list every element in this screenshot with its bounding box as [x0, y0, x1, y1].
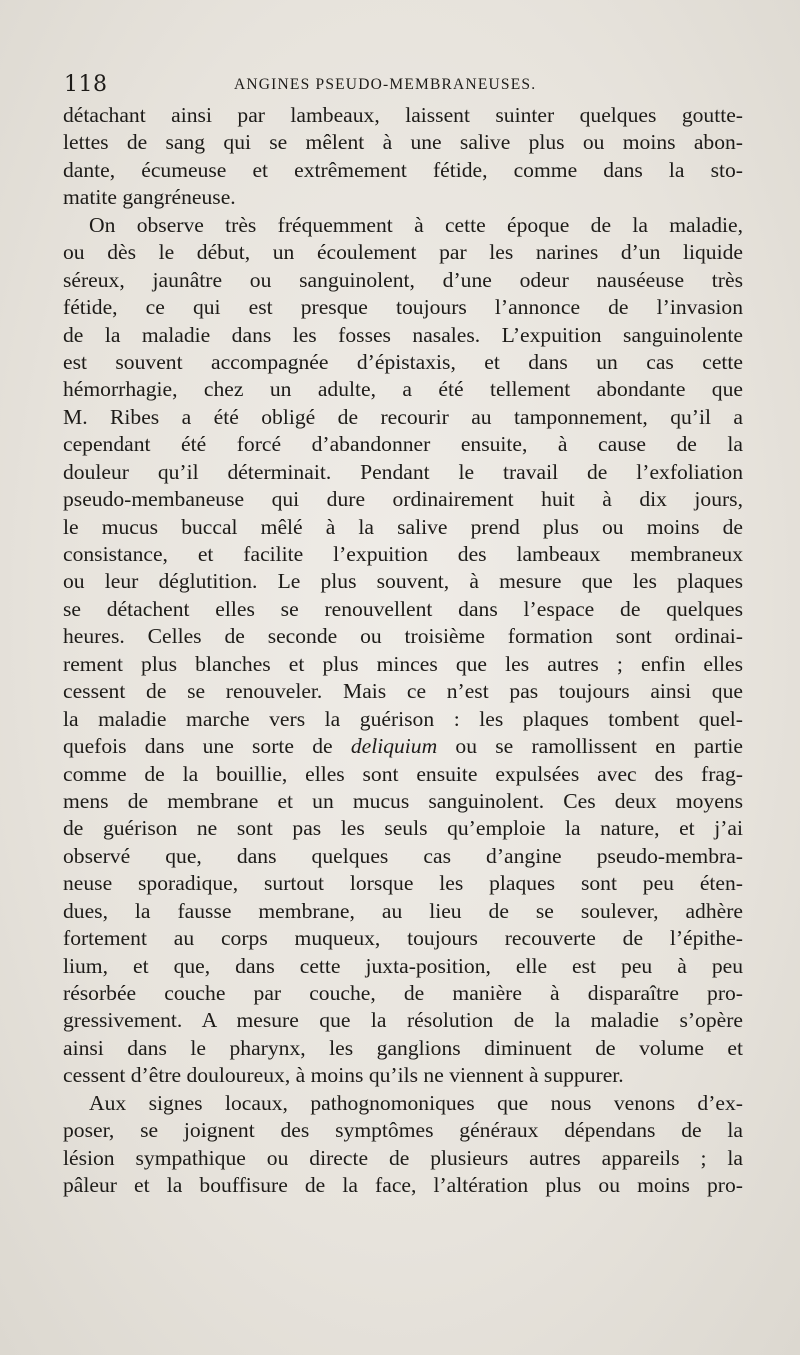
text-line: rement plus blanches et plus minces que les autres ; enfin elles — [63, 651, 743, 676]
body-text — [63, 102, 743, 1200]
italic-term: deliquium — [350, 734, 438, 759]
text-line: pseudo-membaneuse qui dure ordinairement huit à dix jours, — [63, 487, 743, 512]
text-line: Aux signes locaux, pathognomoniques que nous venons d’ex- — [89, 1090, 743, 1115]
text-line: quefois dans une sorte de deliquium ou se ramollissent en partie — [63, 734, 743, 759]
text-line: mens de membrane et un mucus sanguinolent. Ces deux moyens — [63, 788, 743, 813]
text-line: lettes de sang qui se mêlent à une salive plus ou moins abon- — [63, 130, 743, 155]
text-line: M. Ribes a été obligé de recourir au tamponnement, qu’il a — [63, 404, 743, 429]
text-line: se détachent elles se renouvellent dans l’espace de quelques — [63, 596, 743, 621]
paragraph — [63, 102, 743, 212]
running-head: ANGINES PSEUDO-MEMBRANEUSES. — [234, 76, 537, 93]
text-line: hémorrhagie, chez un adulte, a été tellement abondante que — [63, 377, 743, 402]
text-line: séreux, jaunâtre ou sanguinolent, d’une odeur nauséeuse très — [63, 267, 743, 292]
text-line: poser, se joignent des symptômes généraux dépendans de la — [63, 1118, 743, 1143]
text-line: cessent d’être douloureux, à moins qu’ils ne viennent à suppurer. — [63, 1063, 624, 1088]
text-line: cependant été forcé d’abandonner ensuite, à cause de la — [63, 432, 743, 457]
text-line: dante, écumeuse et extrêmement fétide, comme dans la sto- — [63, 157, 743, 182]
text-line: fortement au corps muqueux, toujours recouverte de l’épithe- — [63, 926, 743, 951]
text-line: matite gangréneuse. — [63, 185, 236, 210]
text-line: neuse sporadique, surtout lorsque les plaques sont peu éten- — [63, 871, 743, 896]
text-line: gressivement. A mesure que la résolution de la maladie s’opère — [63, 1008, 743, 1033]
text-line: observé que, dans quelques cas d’angine pseudo-membra- — [63, 843, 743, 868]
text-line: ainsi dans le pharynx, les ganglions diminuent de volume et — [63, 1035, 743, 1060]
text-line: dues, la fausse membrane, au lieu de se soulever, adhère — [63, 898, 743, 923]
text-line: fétide, ce qui est presque toujours l’annonce de l’invasion — [63, 295, 743, 320]
text-line: le mucus buccal mêlé à la salive prend plus ou moins de — [63, 514, 743, 539]
text-line: consistance, et facilite l’expuition des lambeaux membraneux — [63, 542, 743, 566]
text-line: heures. Celles de seconde ou troisième formation sont ordinai- — [63, 624, 743, 649]
text-line: douleur qu’il déterminait. Pendant le travail de l’exfoliation — [63, 459, 743, 484]
page-number: 118 — [64, 72, 108, 97]
text-line: détachant ainsi par lambeaux, laissent suinter quelques goutte- — [63, 103, 743, 127]
text-line: ou dès le début, un écoulement par les narines d’un liquide — [63, 240, 743, 265]
paragraph — [63, 212, 743, 1090]
text-line: On observe très fréquemment à cette époque de la maladie, — [89, 212, 743, 237]
page-header — [64, 72, 736, 102]
text-line: lésion sympathique ou directe de plusieurs autres appareils ; la — [63, 1145, 743, 1170]
text-line: de guérison ne sont pas les seuls qu’emploie la nature, et j’ai — [63, 816, 743, 841]
text-line: est souvent accompagnée d’épistaxis, et dans un cas cette — [63, 349, 743, 374]
text-line: cessent de se renouveler. Mais ce n’est pas toujours ainsi que — [63, 679, 743, 704]
text-line: de la maladie dans les fosses nasales. L’expuition sanguinolente — [63, 322, 743, 347]
text-line: comme de la bouillie, elles sont ensuite expulsées avec des frag- — [63, 761, 743, 786]
text-line: ou leur déglutition. Le plus souvent, à mesure que les plaques — [63, 569, 743, 594]
text-line: lium, et que, dans cette juxta-position, elle est peu à peu — [63, 953, 743, 978]
paragraph — [63, 1090, 743, 1200]
text-line: résorbée couche par couche, de manière à disparaître pro- — [63, 981, 743, 1005]
text-line: pâleur et la bouffisure de la face, l’altération plus ou moins pro- — [63, 1173, 743, 1198]
text-line: la maladie marche vers la guérison : les plaques tombent quel- — [63, 706, 743, 731]
